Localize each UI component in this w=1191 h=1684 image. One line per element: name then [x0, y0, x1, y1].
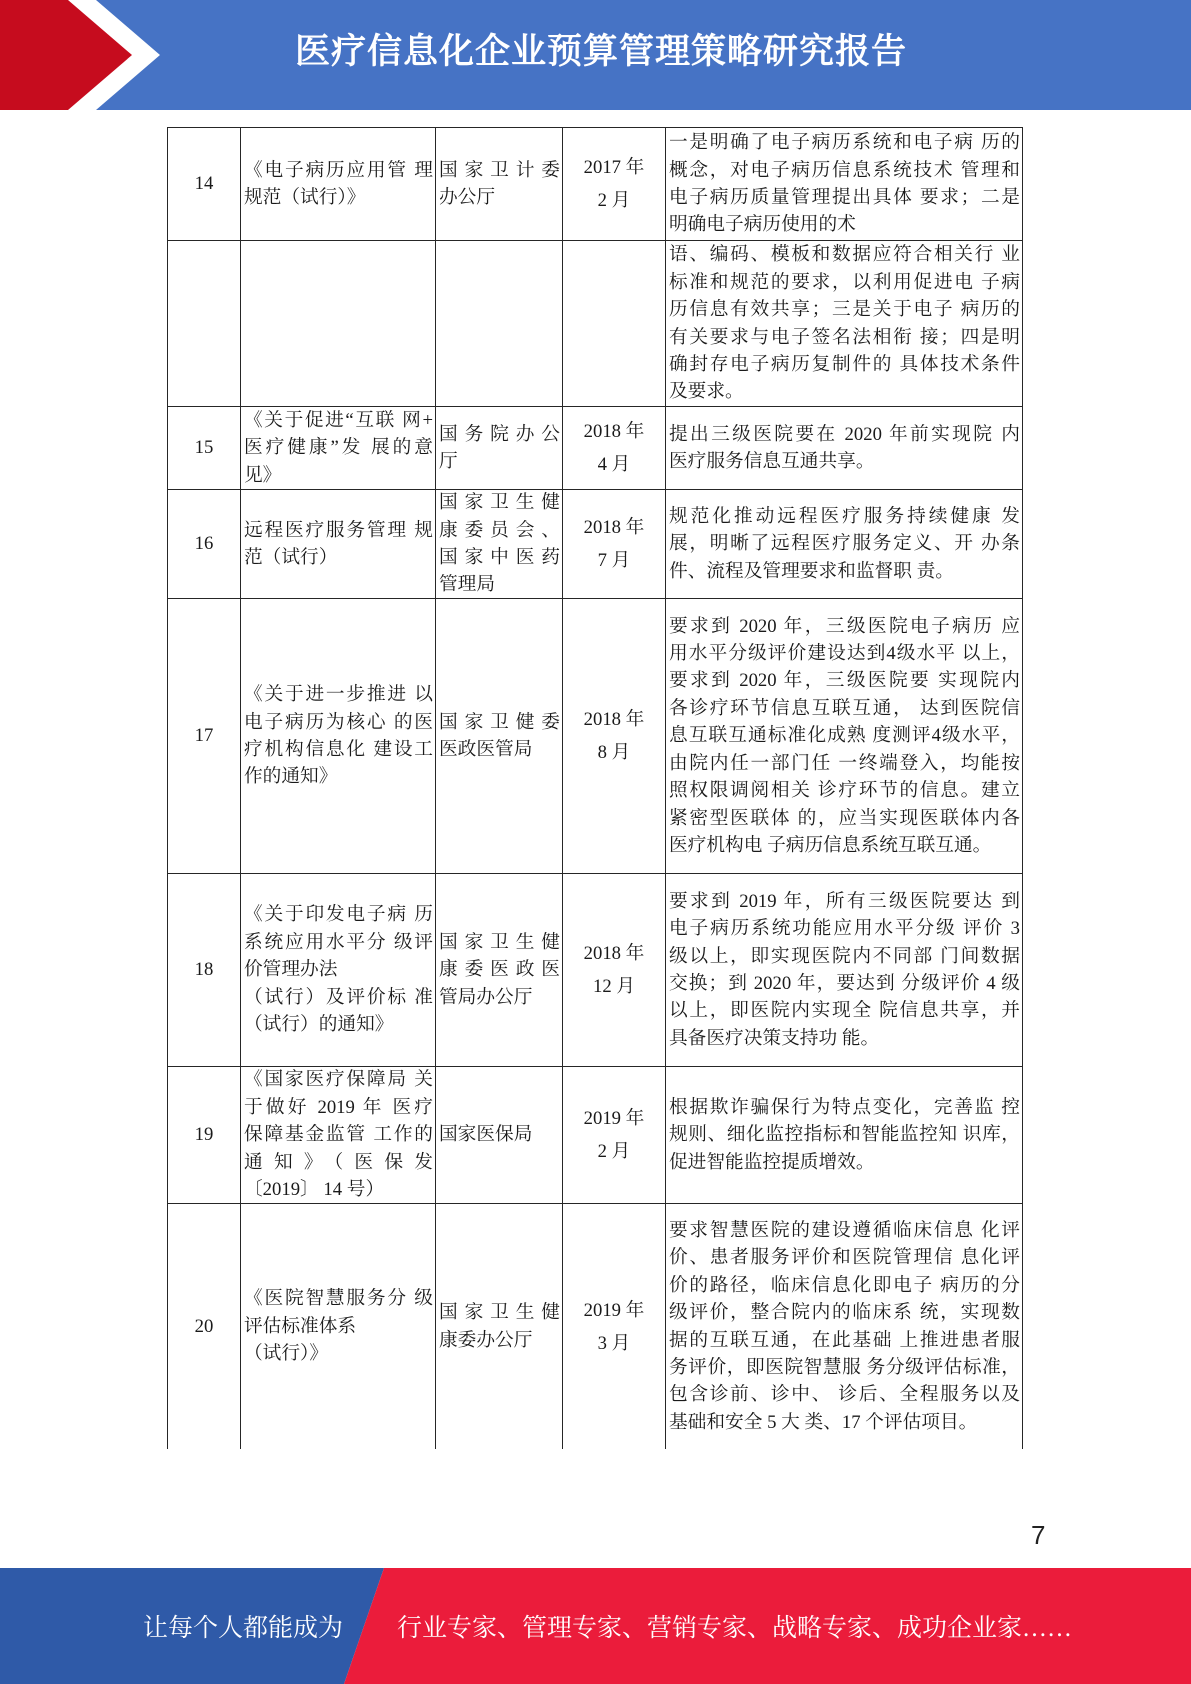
document-name-line: 《医院智慧服务分 级 [244, 1288, 433, 1310]
content-line: 提出三级医院要在 2020 年前实现院 内 [669, 423, 1020, 445]
date-cell [562, 599, 665, 873]
content-line: 电子病历系统功能应用水平分级 评价 3 [669, 918, 1020, 940]
content-line: 规范化推动远程医疗服务持续健康 发 [669, 505, 1020, 527]
document-name-line: 《电子病历应用管 理 [244, 159, 433, 181]
content-line: 照权限调阅相关 诊疗环节的信息。建立 [669, 780, 1020, 802]
policy-table [167, 127, 1023, 1449]
table-row [167, 873, 1023, 1066]
document-name-line: 范（试行） [244, 547, 338, 568]
date-cell [562, 241, 665, 406]
row-number-cell [167, 1204, 240, 1449]
report-header [0, 0, 1191, 110]
content-line: 价、患者服务评价和医院管理信 息化评 [669, 1247, 1020, 1269]
content-cell [665, 599, 1023, 873]
document-name-line: 医疗健康”发 展的意 [244, 437, 433, 459]
content-cell [665, 407, 1023, 489]
content-line: 具备医疗决策支持功 能。 [669, 1027, 880, 1049]
content-line: 级以上，即实现医院内不同部 门间数据 [669, 945, 1020, 967]
document-name-cell [240, 1067, 435, 1203]
document-name-line: 疗机构信息化 建设工 [244, 739, 433, 760]
issuer-line: 康委员会、 [439, 519, 560, 541]
date-line: 12 月 [592, 976, 636, 997]
table-row [167, 598, 1023, 873]
content-line: 促进智能监控提质增效。 [669, 1151, 875, 1173]
content-line: 要求智慧医院的建设遵循临床信息 化评 [669, 1219, 1020, 1241]
date-line: 2019 年 [583, 1299, 645, 1321]
issuer-cell [435, 490, 562, 598]
date-line: 2017 年 [583, 157, 645, 178]
document-name-line: （试行）及评价标 准 [244, 986, 433, 1008]
table-row [167, 1066, 1023, 1203]
table-row [167, 240, 1023, 406]
content-line: 件、流程及管理要求和监督职 责。 [669, 560, 954, 582]
content-cell [665, 1204, 1023, 1449]
document-name-cell [240, 241, 435, 406]
row-number: 20 [194, 1315, 214, 1337]
content-line: 一是明确了电子病历系统和电子病 历的 [669, 132, 1020, 154]
issuer-line: 国家卫生健 [439, 492, 560, 514]
table-row [167, 127, 1023, 240]
content-line: 确封存电子病历复制件的 具体技术条件 [669, 353, 1020, 375]
issuer-line: 国家中医药 [439, 547, 560, 568]
content-line: 级评价，整合院内的临床系 统，实现数 [669, 1302, 1020, 1324]
footer-banner [0, 1568, 1191, 1684]
content-line: 价的路径，临床信息化即电子 病历的分 [669, 1274, 1020, 1296]
footer-slogan-right: 行业专家、管理专家、营销专家、战略专家、成功企业家…… [397, 1615, 1073, 1642]
document-name-cell [240, 490, 435, 598]
content-line: 展，明晰了远程医疗服务定义、开 办条 [669, 533, 1020, 555]
date-line: 3 月 [597, 1332, 631, 1354]
document-name-cell [240, 407, 435, 489]
content-line: 根据欺诈骗保行为特点变化，完善监 控 [669, 1096, 1020, 1118]
row-number-cell [167, 128, 240, 240]
document-name-line: 《关于印发电子病 历 [244, 904, 433, 926]
content-line: 交换；到 2020 年，要达到 分级评价 4 级 [669, 973, 1020, 994]
issuer-line: 管局办公厅 [439, 986, 533, 1008]
content-line: 务评价，即医院智慧服 务分级评估标准， [669, 1356, 1020, 1378]
row-number-cell [167, 241, 240, 406]
content-line: 要求到 2020 年，三级医院要 实现院内 [669, 670, 1020, 692]
document-name-line: （试行）》 [244, 1343, 329, 1365]
content-line: 标准和规范的要求，以利用促进电 子病 [669, 271, 1020, 293]
document-name-line: 《关于进一步推进 以 [244, 684, 433, 706]
document-name-cell [240, 599, 435, 873]
content-cell [665, 874, 1023, 1066]
row-number: 19 [194, 1124, 214, 1146]
row-number-cell [167, 407, 240, 489]
header-red-arrow [0, 0, 132, 110]
content-line: 医疗机构电 子病历信息系统互联互通。 [669, 834, 992, 856]
issuer-line: 办公厅 [439, 187, 496, 208]
document-name-line: 《国家医疗保障局 关 [244, 1069, 433, 1091]
row-number: 18 [194, 959, 214, 981]
issuer-cell [435, 407, 562, 489]
date-line: 8 月 [597, 742, 631, 763]
date-cell [562, 1204, 665, 1449]
content-line: 基础和安全 5 大 类、17 个评估项目。 [669, 1411, 978, 1433]
issuer-cell [435, 241, 562, 406]
issuer-cell [435, 874, 562, 1066]
issuer-line: 国家卫健委 [439, 711, 560, 733]
document-name-line: 远程医疗服务管理 规 [244, 519, 433, 541]
date-line: 2019 年 [583, 1108, 645, 1129]
issuer-line: 国家卫生健 [439, 1302, 560, 1324]
document-name-line: 通知》（医保发 [244, 1151, 433, 1173]
row-number: 16 [194, 533, 214, 555]
date-line: 2018 年 [583, 421, 645, 442]
document-name-line: 价管理办法 [244, 959, 338, 981]
footer-slogan-left: 让每个人都能成为 [143, 1615, 344, 1642]
issuer-cell [435, 599, 562, 873]
row-number-cell [167, 1067, 240, 1203]
content-line: 概念，对电子病历信息系统技术 管理和 [669, 159, 1020, 181]
issuer-cell [435, 1204, 562, 1449]
document-name-cell [240, 1204, 435, 1449]
document-name-line: 系统应用水平分 级评 [244, 931, 433, 953]
issuer-line: 国家卫生健 [439, 931, 560, 953]
issuer-line: 厅 [439, 451, 458, 472]
issuer-line: 国家医保局 [439, 1124, 533, 1146]
content-line: 及要求。 [669, 381, 744, 403]
date-line: 2018 年 [583, 517, 645, 538]
content-line: 要求到 2019 年，所有三级医院要达 到 [669, 890, 1020, 912]
row-number: 17 [194, 725, 214, 747]
content-line: 据的互联互通，在此基础 上推进患者服 [669, 1329, 1020, 1351]
content-line: 语、编码、模板和数据应符合相关行 业 [669, 244, 1020, 266]
row-number: 14 [194, 173, 214, 195]
date-cell [562, 128, 665, 240]
content-line: 规则、细化监控指标和智能监控知 识库， [669, 1124, 1020, 1146]
table-row [167, 1203, 1023, 1449]
row-number: 15 [194, 437, 214, 459]
report-title: 医疗信息化企业预算管理策略研究报告 [294, 32, 908, 72]
issuer-line: 国务院办公 [439, 423, 560, 445]
content-line: 历信息有效共享；三是关于电子 病历的 [669, 299, 1020, 321]
date-line: 4 月 [597, 454, 631, 475]
content-cell [665, 490, 1023, 598]
content-line: 息互联互通标准化成熟 度测评4级水平， [669, 725, 1020, 747]
date-line: 2 月 [597, 190, 631, 211]
page-number: 7 [1031, 1520, 1046, 1550]
row-number-cell [167, 599, 240, 873]
content-line: 医疗服务信息互通共享。 [669, 451, 875, 472]
document-name-line: 保障基金监管 工作的 [244, 1124, 433, 1146]
table-row [167, 489, 1023, 598]
date-cell [562, 874, 665, 1066]
issuer-line: 医政医管局 [439, 739, 533, 760]
date-line: 7 月 [597, 550, 631, 571]
document-name-cell [240, 128, 435, 240]
date-cell [562, 407, 665, 489]
content-line: 各诊疗环节信息互联互通， 达到医院信 [669, 697, 1020, 719]
issuer-line: 管理局 [439, 574, 496, 596]
document-name-line: 于做好 2019 年 医疗 [244, 1096, 433, 1118]
date-cell [562, 1067, 665, 1203]
issuer-cell [435, 128, 562, 240]
document-name-line: 规范（试行）》 [244, 187, 366, 208]
document-name-line: 作的通知》 [244, 766, 338, 788]
content-line: 要求到 2020 年，三级医院电子病历 应 [669, 615, 1020, 637]
content-line: 以上，即医院内实现全 院信息共享，并 [669, 1000, 1020, 1022]
content-line: 紧密型医联体 的，应当实现医联体内各 [669, 807, 1020, 829]
document-name-cell [240, 874, 435, 1066]
document-name-line: 〔2019〕 14 号） [244, 1179, 385, 1201]
document-name-line: 评估标准体系 [244, 1315, 357, 1337]
content-line: 有关要求与电子签名法相衔 接；四是明 [669, 326, 1020, 348]
issuer-line: 国家卫计委 [439, 159, 560, 181]
issuer-line: 康委办公厅 [439, 1329, 533, 1351]
content-line: 由院内任一部门任 一终端登入，均能按 [669, 752, 1020, 774]
content-line: 明确电子病历使用的术 [669, 214, 856, 236]
content-line: 包含诊前、诊中、 诊后、全程服务以及 [669, 1384, 1020, 1406]
issuer-line: 康委医政医 [439, 959, 560, 981]
document-name-line: 《关于促进“互联 网+ [244, 409, 433, 431]
content-cell [665, 241, 1023, 406]
date-line: 2018 年 [583, 943, 645, 964]
issuer-cell [435, 1067, 562, 1203]
date-cell [562, 490, 665, 598]
content-cell [665, 1067, 1023, 1203]
table-row [167, 406, 1023, 489]
row-number-cell [167, 490, 240, 598]
content-cell [665, 128, 1023, 240]
row-number-cell [167, 874, 240, 1066]
document-name-line: 电子病历为核心 的医 [244, 711, 433, 733]
date-line: 2018 年 [583, 709, 645, 730]
content-line: 电子病历质量管理提出具体 要求；二是 [669, 187, 1020, 208]
document-name-line: （试行）的通知》 [244, 1014, 394, 1036]
content-line: 用水平分级评价建设达到4级水平 以上， [669, 643, 1020, 665]
date-line: 2 月 [597, 1141, 631, 1162]
document-name-line: 见》 [244, 464, 282, 486]
